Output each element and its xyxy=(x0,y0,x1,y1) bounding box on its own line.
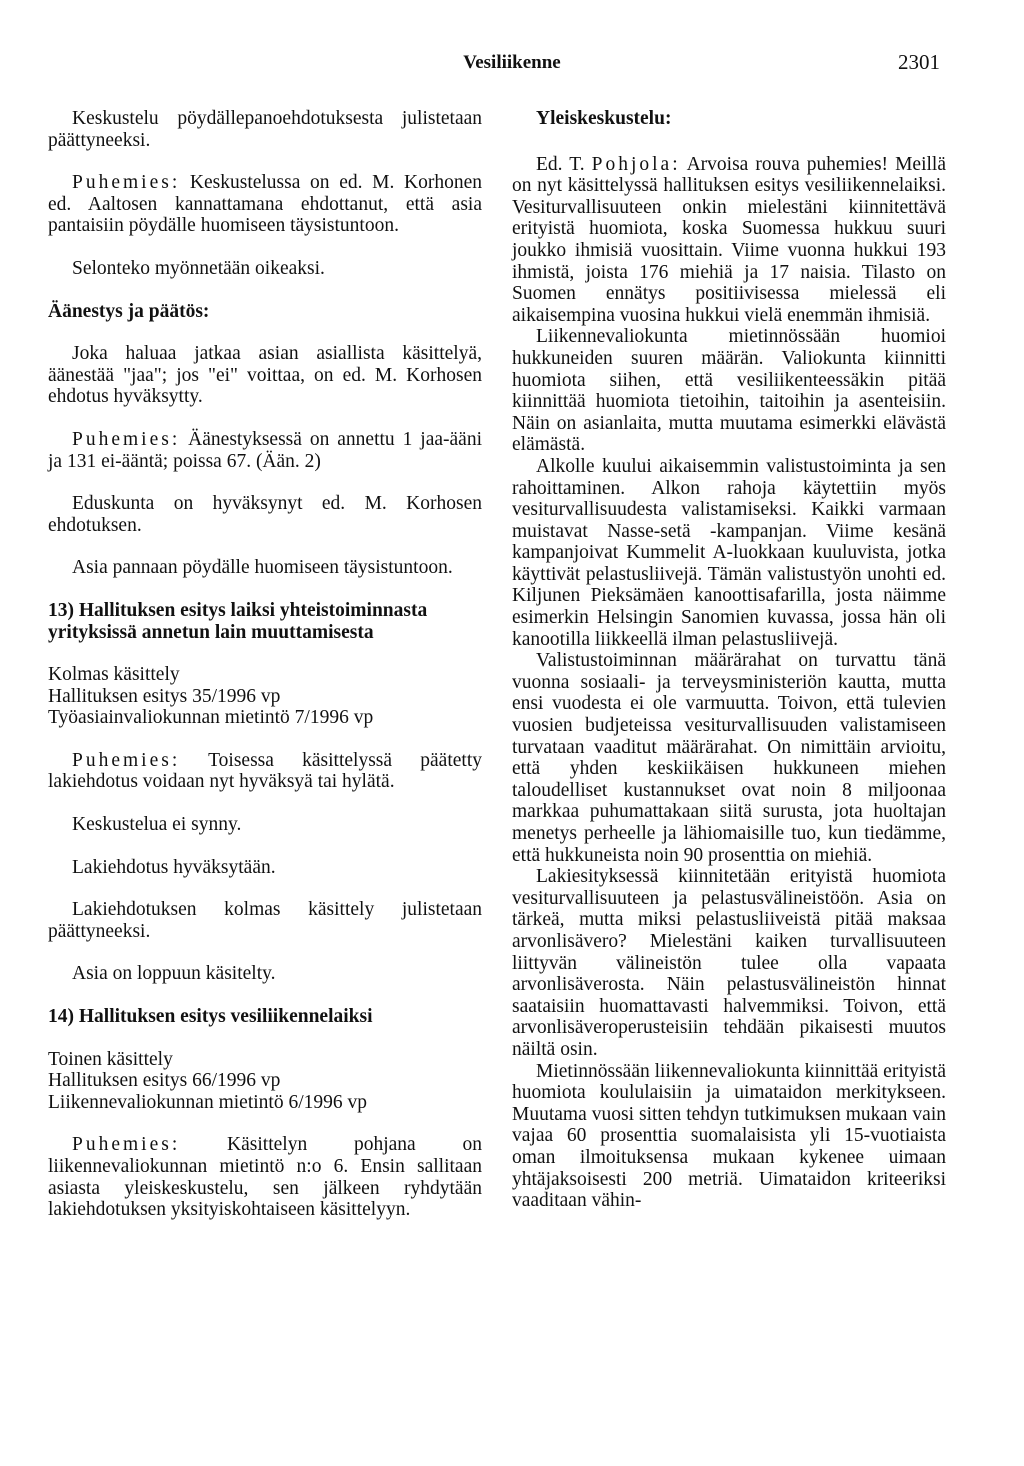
speech-text: Keskustelussa on ed. M. Korhonen ed. Aaltosen kannattamana ehdottanut, että asia pantaisiin pöydälle huomiseen täysistuntoon. xyxy=(48,172,482,237)
paragraph: Alkolle kuului aikaisemmin valistustoiminta ja sen rahoittaminen. Alkon rahoja käytettiin myös vesiturvallisuudesta valistamiseksi. Kaikki varmaan muistavat Nasse-setä -kampanjan. Viime kesänä kampanjoivat Kummelit A-luokkaan kuuluvista, jotka käyttivät pelastusliivejä. Tämän valistustyön unohti ed. Kiljunen Pieksämäen kanoottisafarilla, josta näimme esimerkin Helsingin Sanomien kuvassa, jossa hän oli kanootilla liikkeellä ilman pelastusliivejä. xyxy=(512,455,946,650)
speaker-name: Puhemies: xyxy=(72,428,181,450)
committee-report: Työasiainvaliokunnan mietintö 7/1996 vp xyxy=(48,707,374,729)
section-heading: Äänestys ja päätös: xyxy=(48,300,210,322)
speaker-name: Puhemies: xyxy=(72,1134,181,1156)
speaker-paragraph xyxy=(48,750,482,793)
paragraph: Joka haluaa jatkaa asian asiallista käsittelyä, äänestää "jaa"; jos "ei" voittaa, on ed. M. Korhosen ehdotus hyväksytty. xyxy=(48,343,482,408)
paragraph: Lakiesityksessä kiinnitetään erityistä huomiota vesiturvallisuuteen ja pelastusvälineistöön. Asia on tärkeä, mutta miksi pelastusliiveistä pitää maksaa arvonlisävero? Mielestäni kaiken turvallisuuteen liittyvän välineistön tulee olla vapaata arvonlisäverosta. Näin pelastusvälineistön hinnat saataisiin huomattavasti halvemmiksi. Toivon, että arvonlisäveroperusteisiin tehdään pikaisesti muutos näiltä osin. xyxy=(512,866,946,1060)
section-heading: Yleiskeskustelu: xyxy=(536,108,672,129)
paragraph: Lakiehdotus hyväksytään. xyxy=(72,856,276,878)
speaker-prefix: Ed. T. xyxy=(536,153,592,175)
running-head: Vesiliikenne xyxy=(463,52,561,73)
speaker-paragraph xyxy=(48,1134,482,1220)
paragraph: Lakiehdotuksen kolmas käsittely julistetaan päättyneeksi. xyxy=(48,899,482,942)
reading-info xyxy=(48,1049,482,1114)
paragraph: Keskustelua ei synny. xyxy=(72,814,242,836)
speech-text: Äänestyksessä on annettu 1 jaa-ääni ja 131 ei-ääntä; poissa 67. (Ään. 2) xyxy=(48,428,482,472)
paragraph: Mietinnössään liikennevaliokunta kiinnittää erityistä huomiota koululaisiin ja uimataidon merkitykseen. Muutama vuosi sitten tehdyn tutkimuksen mukaan vain vajaa 60 prosenttia suomalaisista yli 15-vuotiaista oman ilmoituksensa mukaan kykenee uimaan yhtäjaksoisesti 200 metriä. Uimataidon kriteeriksi vaaditaan vähin- xyxy=(512,1060,946,1212)
paragraph: Selonteko myönnetään oikeaksi. xyxy=(72,257,325,279)
speech-text: Arvoisa rouva puhemies! Meillä on nyt käsittelyssä hallituksen esitys vesiliikennelaiksi. Vesiturvallisuuteen onkin mielestäni kiinnitettävä erityistä huomiota, koska Suomessa hukkuu suuri joukko ihmisiä vuosittain. Viime vuonna hukkui 193 ihmistä, joista 176 miehiä ja 17 naisia. Tilasto on Suomen ennätys positiivisessa mielessä eli aikaisempina vuosina hukkui vielä enemmän ihmisiä. xyxy=(512,153,946,326)
committee-report: Liikennevaliokunnan mietintö 6/1996 vp xyxy=(48,1091,367,1113)
speaker-name: Puhemies: xyxy=(72,749,181,771)
reading-stage: Toinen käsittely xyxy=(48,1048,173,1070)
paragraph: Asia on loppuun käsitelty. xyxy=(72,963,276,985)
speech-text: Käsittelyn pohjana on liikennevaliokunnan mietintö n:o 6. Ensin sallitaan asiasta yleiskeskustelu, sen jälkeen ryhdytään lakiehdotuksen yksityiskohtaiseen käsittelyyn. xyxy=(48,1134,482,1221)
speech-text: Toisessa käsittelyssä päätetty lakiehdotus voidaan nyt hyväksyä tai hylätä. xyxy=(48,749,482,793)
paragraph: Asia pannaan pöydälle huomiseen täysistuntoon. xyxy=(72,557,453,579)
speaker-paragraph xyxy=(512,154,946,327)
paragraph: Liikennevaliokunta mietinnössään huomioi hukkuneiden suuren määrän. Valiokunta kiinnitti huomiota siihen, että vesiliikenteessäkin pitää kiinnittää huomiota tietoihin, taitoihin ja asenteisiin. Näin on asianlaita, mutta muutama esimerkki elävästä elämästä. xyxy=(512,326,946,456)
paragraph: Eduskunta on hyväksynyt ed. M. Korhosen ehdotuksen. xyxy=(48,493,482,536)
reading-stage: Kolmas käsittely xyxy=(48,664,180,686)
government-bill: Hallituksen esitys 35/1996 vp xyxy=(48,685,281,707)
item-heading: 13) Hallituksen esitys laiksi yhteistoiminnasta yrityksissä annetun lain muuttamisesta xyxy=(48,599,428,643)
reading-info xyxy=(48,664,482,729)
speaker-name: Puhemies: xyxy=(72,172,181,194)
speaker-paragraph xyxy=(48,172,482,237)
item-heading: 14) Hallituksen esitys vesiliikennelaiksi xyxy=(48,1006,373,1028)
speaker-name: Pohjola: xyxy=(591,153,681,175)
government-bill: Hallituksen esitys 66/1996 vp xyxy=(48,1070,281,1092)
paragraph: Keskustelu pöydällepanoehdotuksesta julistetaan päättyneeksi. xyxy=(48,108,482,151)
page-number: 2301 xyxy=(898,50,940,74)
left-column xyxy=(48,108,482,1242)
speaker-paragraph xyxy=(48,429,482,472)
paragraph: Valistustoiminnan määrärahat on turvattu tänä vuonna sosiaali- ja terveysministeriön kautta, mutta ensi vuodesta ei ole varmuutta. Toivon, että tulevien vuosien budjeteissa vesiturvallisuuden valistamiseen turvataan vaaditut määrärahat. On nimittäin arvioitu, että yhden keskiikäisen hukkuneen miehen taloudelliset kustannukset ovat noin 8 miljoonaa markkaa puhumattakaan siitä surusta, jota huoltajan menetys perheelle ja lähiomaisille tuo, kun tiedämme, että hukkuneista noin 90 prosenttia on miehiä. xyxy=(512,650,946,866)
right-column xyxy=(512,108,946,1212)
